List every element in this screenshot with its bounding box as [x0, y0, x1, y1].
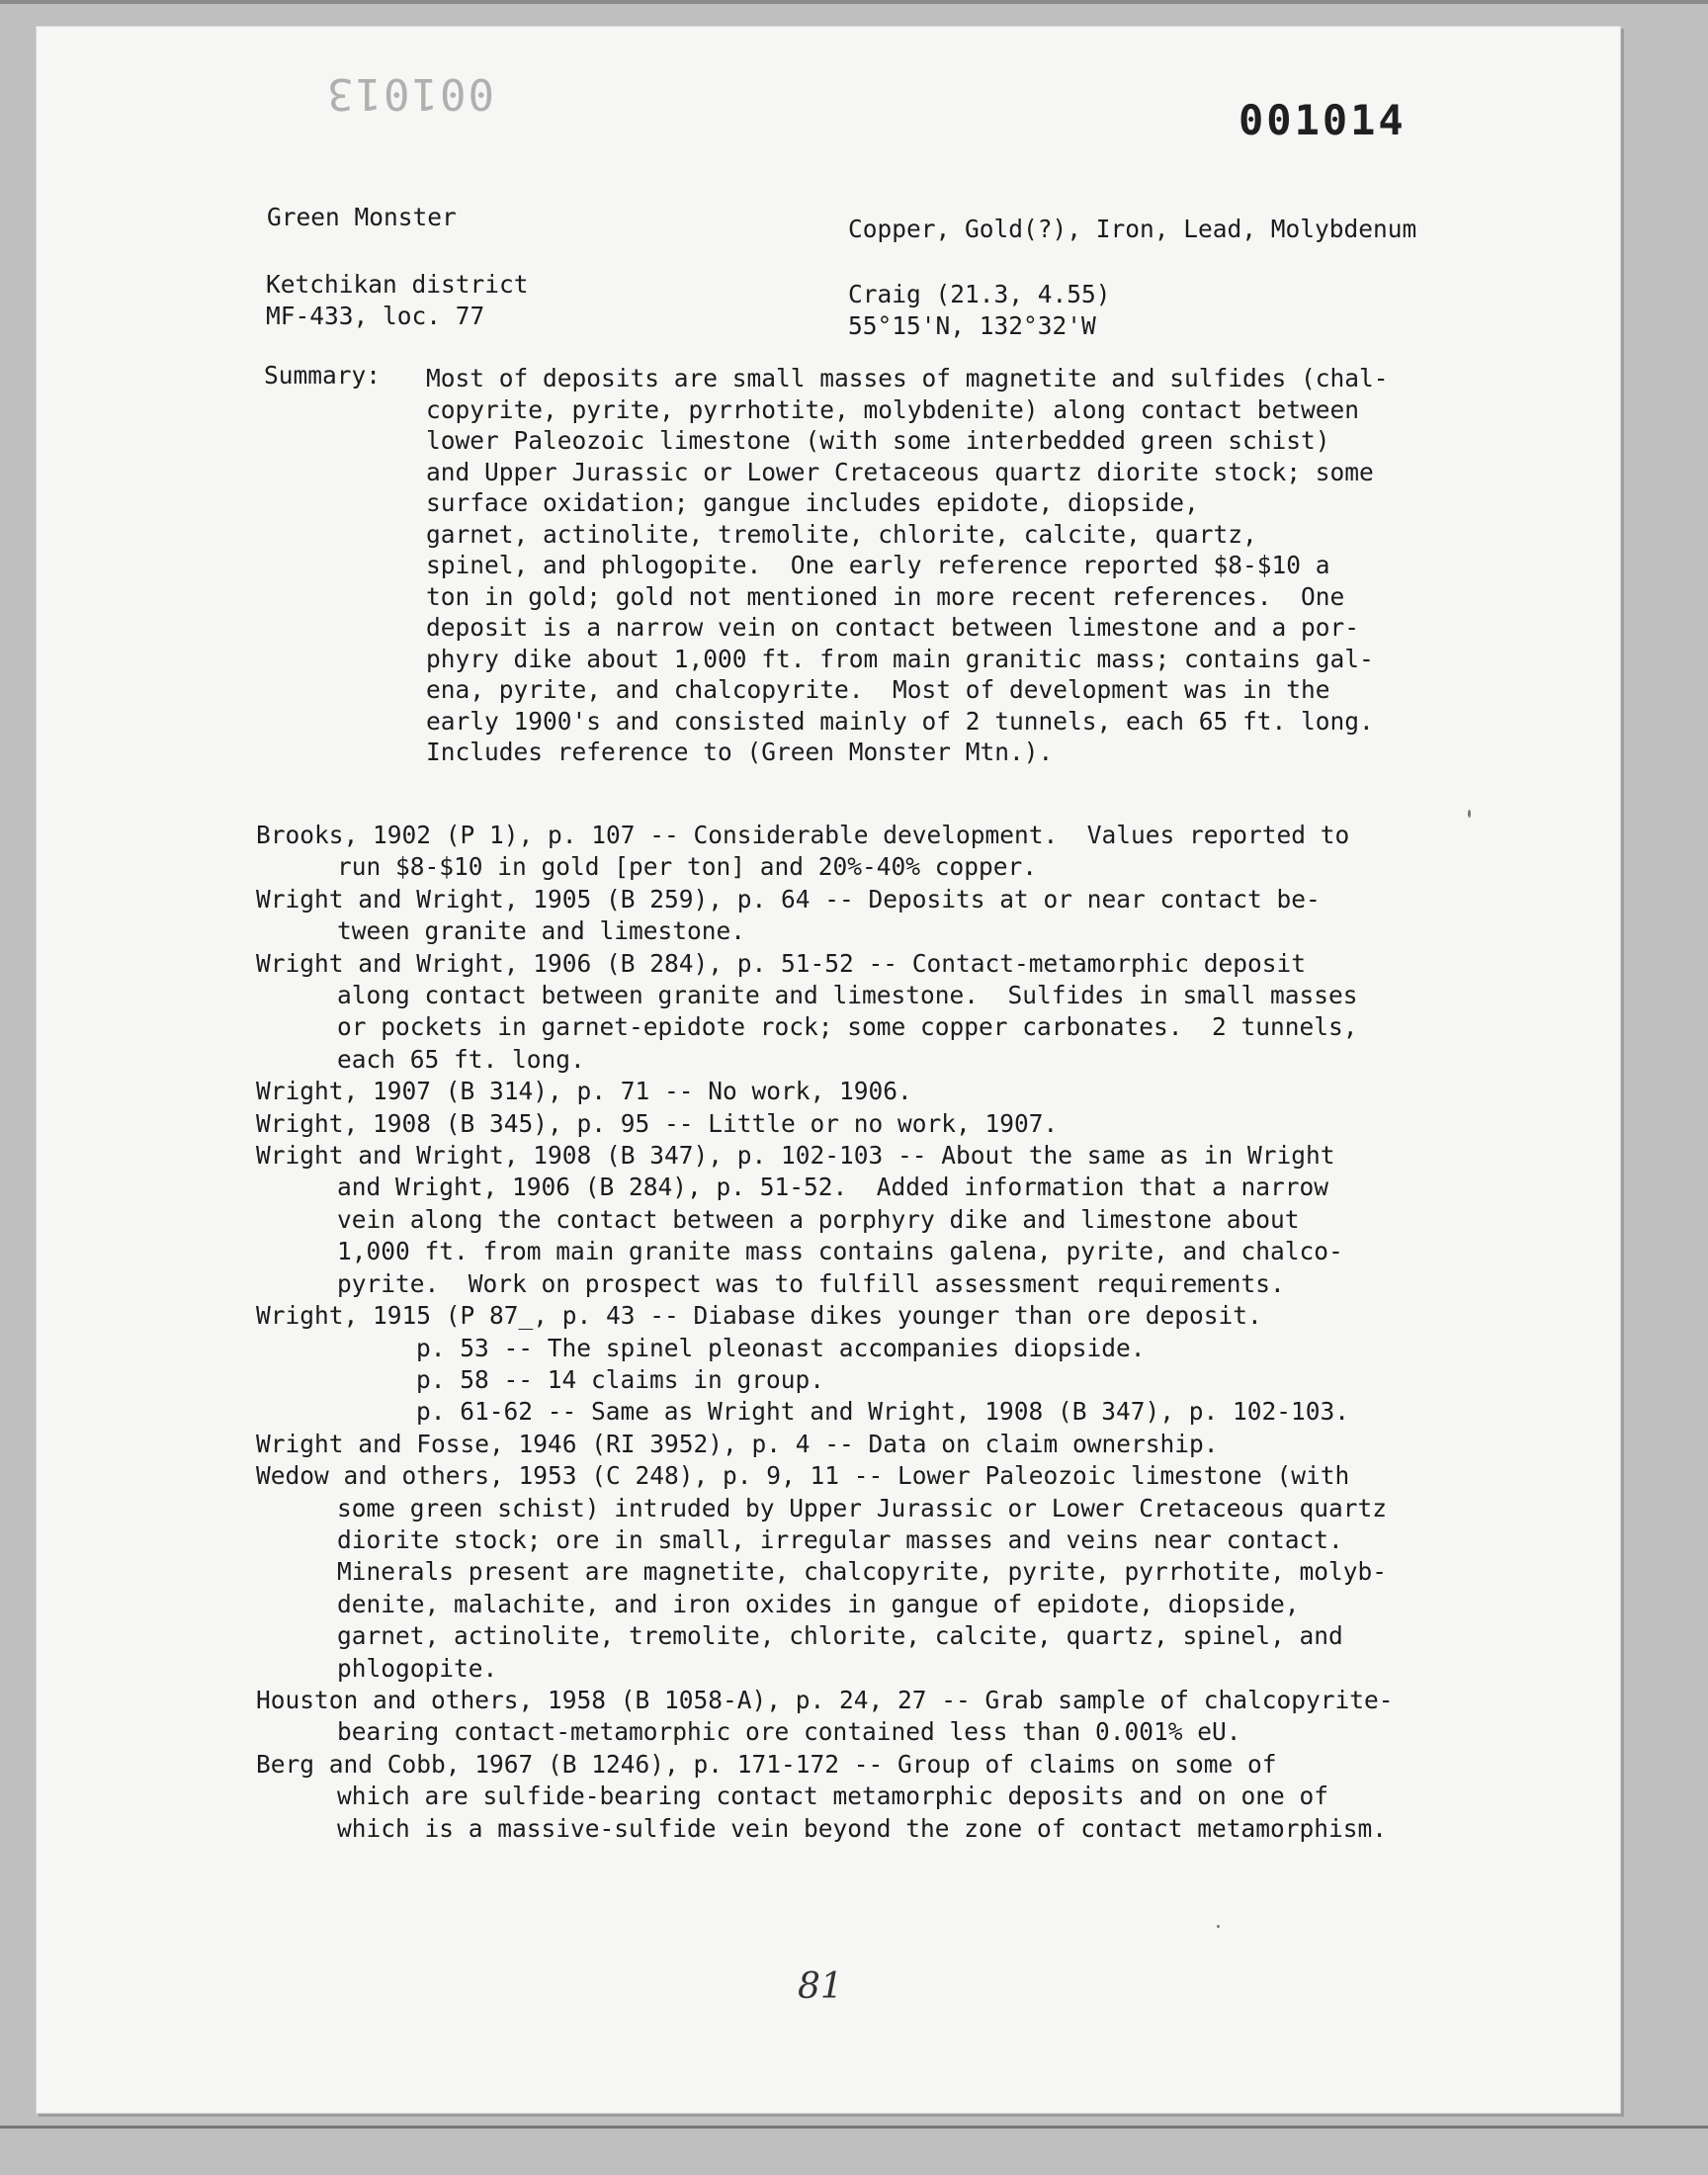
- reference-continuation: tween granite and limestone.: [337, 916, 746, 946]
- reference-continuation: some green schist) intruded by Upper Jurassic or Lower Cretaceous quartz: [337, 1493, 1388, 1522]
- summary-line: early 1900's and consisted mainly of 2 tunnels, each 65 ft. long.: [426, 706, 1374, 736]
- summary-line: spinel, and phlogopite. One early reference reported $8-$10 a: [426, 551, 1330, 579]
- reference-continuation: which are sulfide-bearing contact metamorphic deposits and on one of: [337, 1782, 1329, 1811]
- summary-label: Summary:: [264, 361, 382, 390]
- district: Ketchikan district: [266, 270, 529, 299]
- reference-entry: Wright and Wright, 1908 (B 347), p. 102-103 -- About the same as in Wright: [256, 1141, 1335, 1171]
- reference-continuation: vein along the contact between a porphyry dike and limestone about: [337, 1204, 1300, 1234]
- reference-entry: Houston and others, 1958 (B 1058-A), p. 24, 27 -- Grab sample of chalcopyrite-: [256, 1685, 1394, 1714]
- summary-line: ena, pyrite, and chalcopyrite. Most of development was in the: [426, 675, 1330, 704]
- reference-continuation: each 65 ft. long.: [337, 1044, 585, 1074]
- summary-line: and Upper Jurassic or Lower Cretaceous quartz diorite stock; some: [426, 457, 1374, 486]
- document-page: [36, 26, 1621, 2114]
- reference-continuation: p. 58 -- 14 claims in group.: [416, 1364, 825, 1394]
- reference-entry: Wright, 1907 (B 314), p. 71 -- No work, 1906.: [256, 1077, 912, 1106]
- summary-line: surface oxidation; gangue includes epidote, diopside,: [426, 488, 1199, 517]
- scan-speck: [1468, 810, 1471, 818]
- scan-edge-top: [0, 0, 1708, 4]
- reference-continuation: Minerals present are magnetite, chalcopyrite, pyrite, pyrrhotite, molyb-: [337, 1557, 1388, 1587]
- reference-continuation: which is a massive-sulfide vein beyond the zone of contact metamorphism.: [337, 1813, 1388, 1843]
- reference-continuation: or pockets in garnet-epidote rock; some copper carbonates. 2 tunnels,: [337, 1012, 1358, 1042]
- reference-entry: Wright and Wright, 1905 (B 259), p. 64 -- Deposits at or near contact be-: [256, 884, 1321, 914]
- reference-entry: Wright and Fosse, 1946 (RI 3952), p. 4 -- Data on claim ownership.: [256, 1429, 1219, 1458]
- reference-continuation: p. 61-62 -- Same as Wright and Wright, 1908 (B 347), p. 102-103.: [416, 1397, 1350, 1427]
- faded-stamp-number: 001013: [325, 68, 494, 119]
- reference-continuation: 1,000 ft. from main granite mass contains galena, pyrite, and chalco-: [337, 1237, 1343, 1266]
- reference-continuation: phlogopite.: [337, 1653, 498, 1683]
- reference-entry: Berg and Cobb, 1967 (B 1246), p. 171-172 -- Group of claims on some of: [256, 1749, 1277, 1779]
- scan-speck: [1217, 1925, 1220, 1928]
- page-id-stamp: 001014: [1238, 96, 1407, 144]
- summary-line: Most of deposits are small masses of magnetite and sulfides (chal-: [426, 364, 1389, 392]
- page-number: 81: [798, 1966, 843, 2007]
- reference-continuation: along contact between granite and limestone. Sulfides in small masses: [337, 981, 1358, 1010]
- reference-entry: Wedow and others, 1953 (C 248), p. 9, 11 -- Lower Paleozoic limestone (with: [256, 1461, 1350, 1491]
- commodities: Copper, Gold(?), Iron, Lead, Molybdenum: [848, 215, 1417, 243]
- reference-list: [256, 820, 1531, 1845]
- quadrangle: Craig (21.3, 4.55): [848, 280, 1111, 308]
- summary-line: deposit is a narrow vein on contact between limestone and a por-: [426, 613, 1360, 642]
- reference-continuation: denite, malachite, and iron oxides in gangue of epidote, diopside,: [337, 1589, 1300, 1618]
- summary-line: Includes reference to (Green Monster Mtn.).: [426, 738, 1054, 766]
- reference-continuation: diorite stock; ore in small, irregular masses and veins near contact.: [337, 1524, 1343, 1554]
- reference-continuation: p. 53 -- The spinel pleonast accompanies diopside.: [416, 1333, 1146, 1362]
- reference-continuation: and Wright, 1906 (B 284), p. 51-52. Added information that a narrow: [337, 1173, 1329, 1202]
- summary-line: lower Paleozoic limestone (with some interbedded green schist): [426, 426, 1330, 455]
- reference-entry: Brooks, 1902 (P 1), p. 107 -- Considerable development. Values reported to: [256, 821, 1350, 849]
- reference-entry: Wright, 1915 (P 87_, p. 43 -- Diabase dikes younger than ore deposit.: [256, 1301, 1262, 1331]
- reference-entry: Wright, 1908 (B 345), p. 95 -- Little or no work, 1907.: [256, 1108, 1059, 1138]
- reference-continuation: garnet, actinolite, tremolite, chlorite, calcite, quartz, spinel, and: [337, 1621, 1343, 1651]
- coordinates: 55°15'N, 132°32'W: [848, 311, 1096, 340]
- reference-continuation: bearing contact-metamorphic ore contained less than 0.001% eU.: [337, 1717, 1241, 1747]
- property-name: Green Monster: [267, 203, 457, 231]
- summary-line: phyry dike about 1,000 ft. from main granitic mass; contains gal-: [426, 644, 1374, 673]
- summary-line: copyrite, pyrite, pyrrhotite, molybdenite) along contact between: [426, 394, 1360, 424]
- summary-line: garnet, actinolite, tremolite, chlorite, calcite, quartz,: [426, 519, 1257, 549]
- reference-continuation: pyrite. Work on prospect was to fulfill assessment requirements.: [337, 1268, 1285, 1298]
- summary-text: [426, 363, 1533, 768]
- map-reference: MF-433, loc. 77: [266, 302, 485, 330]
- scan-edge-bottom: [0, 2126, 1708, 2129]
- reference-continuation: run $8-$10 in gold [per ton] and 20%-40% copper.: [337, 852, 1038, 882]
- reference-entry: Wright and Wright, 1906 (B 284), p. 51-52 -- Contact-metamorphic deposit: [256, 948, 1307, 978]
- summary-line: ton in gold; gold not mentioned in more recent references. One: [426, 581, 1345, 611]
